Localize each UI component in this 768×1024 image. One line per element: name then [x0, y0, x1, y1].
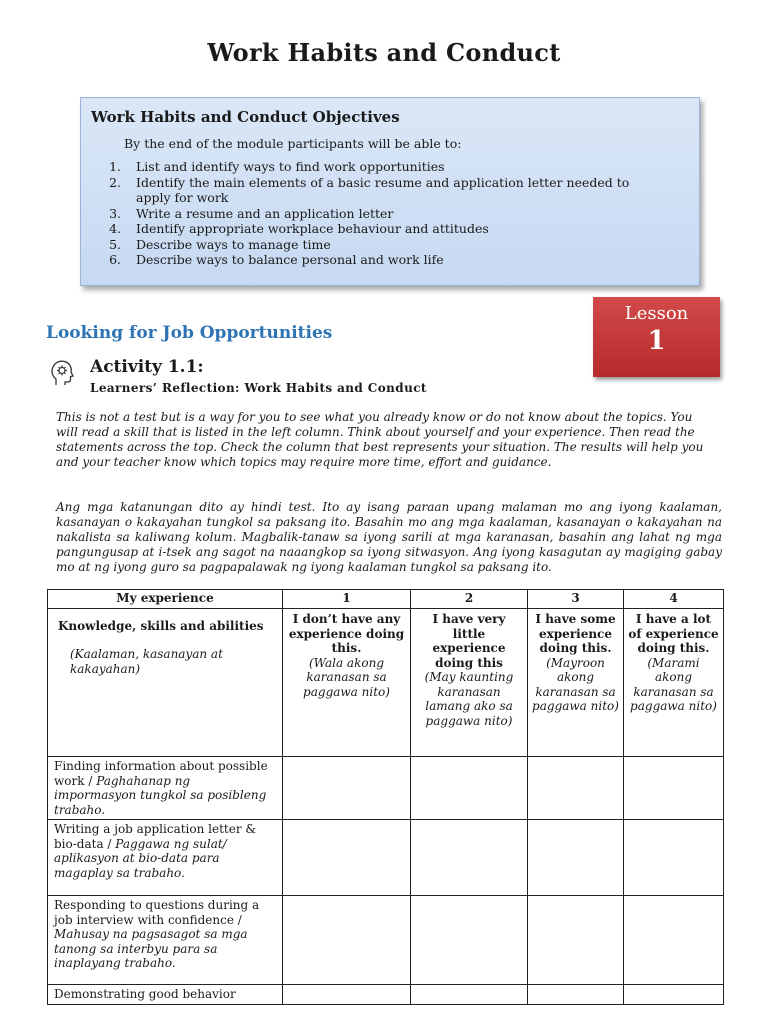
checkbox-cell-1[interactable]	[283, 896, 411, 985]
column-description-italic: (Mayroon akong karanasan sa paggawa nito)	[532, 655, 619, 713]
checkbox-cell-2[interactable]	[411, 820, 528, 896]
objectives-box	[80, 97, 700, 286]
checkbox-cell-3[interactable]	[528, 757, 624, 820]
objective-item	[91, 237, 689, 253]
objectives-list	[91, 159, 689, 268]
column-description-4	[624, 609, 724, 757]
objective-number: 3.	[109, 205, 121, 221]
table-row	[48, 896, 724, 985]
checkbox-cell-4[interactable]	[624, 985, 724, 1005]
checkbox-cell-1[interactable]	[283, 985, 411, 1005]
column-description-bold: I don’t have any experience doing this.	[288, 612, 405, 655]
experience-table	[47, 589, 724, 1005]
instructions-english: This is not a test but is a way for you to see what you already know or do not know about the topics. You will read a skill that is listed in the left column. Think about yourself and your experience. Then read the statements across the top. Check the column that best represents your situation. The results will help you and your teacher know which topics may require more time, effort and guidance.	[56, 410, 704, 469]
ksa-label: Knowledge, skills and abilities	[58, 619, 264, 633]
objective-number: 4.	[109, 221, 121, 236]
checkbox-cell-2[interactable]	[411, 985, 528, 1005]
column-description-3	[528, 609, 624, 757]
table-row	[48, 820, 724, 896]
checkbox-cell-3[interactable]	[528, 820, 624, 896]
skill-english: Demonstrating good behavior	[54, 987, 236, 1001]
column-description-bold: I have some experience doing this.	[535, 612, 616, 655]
objectives-heading: Work Habits and Conduct Objectives	[91, 108, 400, 126]
objective-item	[91, 252, 689, 268]
skill-cell	[48, 896, 283, 985]
objective-item	[91, 159, 689, 175]
checkbox-cell-4[interactable]	[624, 820, 724, 896]
objective-item	[91, 206, 689, 222]
skill-tagalog: Paggawa ng sulat/ aplikasyon at bio-data para magaplay sa trabaho.	[54, 836, 227, 880]
lesson-badge	[593, 297, 720, 377]
objective-item	[91, 175, 689, 206]
column-description-bold: I have very little experience doing this	[432, 612, 506, 670]
column-description-2	[411, 609, 528, 757]
objective-item	[91, 221, 689, 237]
instructions-tagalog: Ang mga katanungan dito ay hindi test. Ito ay isang paraan upang malaman mo ang iyong kaalaman, kasanayan o kakayahan tungkol sa paksang ito. Basahin mo ang mga kaalaman, kasanayan o kakayahan na nakalista sa kaliwang kolum. Magbalik-tanaw sa iyong sarili at mga karanasan, basahin ang lahat ng mga pangungusap at i-tsek ang sagot na naaangkop sa iyong sitwasyon. Ang iyong kasagutan ay magiging gabay mo at ng iyong guro sa pagpapalawak ng iyong kaalaman tungkol sa paksang ito.	[56, 500, 722, 574]
lesson-label: Lesson	[624, 303, 689, 324]
column-description-italic: (Marami akong karanasan sa paggawa nito)	[630, 655, 717, 713]
checkbox-cell-2[interactable]	[411, 757, 528, 820]
ksa-cell	[48, 609, 283, 757]
header-scale-4: 4	[624, 590, 724, 609]
table-header-row	[48, 590, 724, 609]
checkbox-cell-2[interactable]	[411, 896, 528, 985]
header-scale-1: 1	[283, 590, 411, 609]
skill-tagalog: Mahusay na pagsasagot sa mga tanong sa interbyu para sa inaplayang trabaho.	[54, 927, 248, 970]
objective-number: 2.	[109, 174, 121, 190]
objective-text: Describe ways to balance personal and work life	[136, 252, 444, 267]
skill-tagalog: Paghahanap ng impormasyon tungkol sa posibleng trabaho.	[54, 773, 267, 817]
checkbox-cell-4[interactable]	[624, 757, 724, 820]
checkbox-cell-3[interactable]	[528, 896, 624, 985]
skill-english: Finding information about possible work /	[54, 759, 268, 788]
section-heading: Looking for Job Opportunities	[46, 323, 333, 343]
objective-text: Identify the main elements of a basic resume and application letter needed to apply for work	[136, 174, 630, 205]
header-scale-3: 3	[528, 590, 624, 609]
skill-english: Writing a job application letter & bio-data /	[54, 822, 257, 851]
objective-text: Identify appropriate workplace behaviour and attitudes	[136, 221, 489, 236]
objective-number: 1.	[109, 159, 121, 174]
checkbox-cell-1[interactable]	[283, 757, 411, 820]
skill-cell	[48, 757, 283, 820]
table-row	[48, 757, 724, 820]
table-row	[48, 985, 724, 1005]
checkbox-cell-1[interactable]	[283, 820, 411, 896]
objective-text: Describe ways to manage time	[136, 236, 331, 252]
header-my-experience: My experience	[48, 590, 283, 609]
header-scale-2: 2	[411, 590, 528, 609]
checkbox-cell-3[interactable]	[528, 985, 624, 1005]
column-description-italic: (May kaunting karanasan lamang ako sa paggawa nito)	[424, 670, 514, 728]
column-description-1	[283, 609, 411, 757]
column-description-italic: (Wala akong karanasan sa paggawa nito)	[303, 655, 390, 699]
head-gear-icon	[50, 360, 74, 386]
skill-english: Responding to questions during a job interview with confidence /	[54, 898, 260, 927]
activity-title: Activity 1.1:	[90, 357, 204, 377]
activity-subtitle: Learners’ Reflection: Work Habits and Conduct	[90, 381, 427, 395]
lesson-number: 1	[647, 326, 666, 356]
skill-cell	[48, 985, 283, 1005]
table-description-row	[48, 609, 724, 757]
column-description-bold: I have a lot of experience doing this.	[628, 612, 719, 655]
ksa-translation: (Kaalaman, kasanayan at kakayahan)	[70, 647, 223, 676]
page-title: Work Habits and Conduct	[207, 38, 561, 67]
objectives-intro: By the end of the module participants will be able to:	[124, 136, 462, 151]
objective-text: List and identify ways to find work opportunities	[136, 159, 445, 174]
checkbox-cell-4[interactable]	[624, 896, 724, 985]
skill-cell	[48, 820, 283, 896]
objective-number: 5.	[109, 236, 121, 252]
objective-number: 6.	[109, 252, 121, 267]
objective-text: Write a resume and an application letter	[136, 205, 394, 221]
